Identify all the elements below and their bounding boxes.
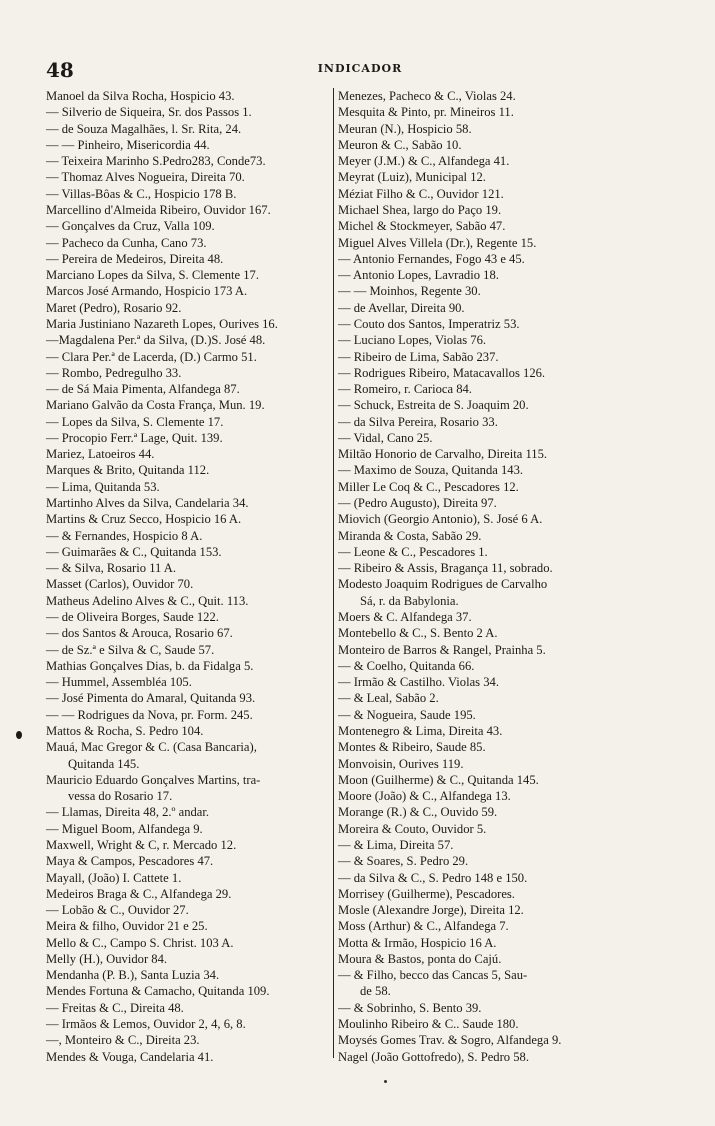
directory-entry: [338, 349, 676, 365]
directory-entry: [46, 576, 336, 592]
directory-entry: [46, 560, 336, 576]
directory-entry: [46, 202, 336, 218]
entry-line: — Lima, Quitanda 53.: [46, 479, 160, 494]
entry-line: Mariano Galvão da Costa França, Mun. 19.: [46, 398, 265, 413]
directory-entry: [46, 951, 336, 967]
entry-line: Mauricio Eduardo Gonçalves Martins, tra-: [46, 772, 261, 787]
directory-entry: [338, 756, 676, 772]
entry-line: Mariez, Latoeiros 44.: [46, 447, 155, 462]
directory-entry: [338, 1032, 676, 1048]
directory-entry: [338, 104, 676, 120]
entry-line: — & Fernandes, Hospicio 8 A.: [46, 528, 203, 543]
directory-entry: [46, 918, 336, 934]
directory-entry: [46, 365, 336, 381]
directory-entry: [46, 739, 336, 772]
entry-line: Mayall, (João) I. Cattete 1.: [46, 870, 182, 885]
entry-line: — Pereira de Medeiros, Direita 48.: [46, 251, 224, 266]
entry-line: — & Silva, Rosario 11 A.: [46, 561, 177, 576]
directory-entry: [46, 902, 336, 918]
directory-entry: [46, 1016, 336, 1032]
entry-line: — Irmãos & Lemos, Ouvidor 2, 4, 6, 8.: [46, 1017, 246, 1032]
directory-entry: [338, 137, 676, 153]
directory-entry: [46, 495, 336, 511]
entry-line: Moura & Bastos, ponta do Cajú.: [338, 951, 502, 966]
entry-line: Montes & Ribeiro, Saude 85.: [338, 740, 486, 755]
directory-entry: [46, 104, 336, 120]
directory-entry: [46, 88, 336, 104]
entry-line: Mendanha (P. B.), Santa Luzia 34.: [46, 968, 220, 983]
directory-entry: [46, 446, 336, 462]
directory-entry: [46, 349, 336, 365]
entry-line: — Lopes da Silva, S. Clemente 17.: [46, 414, 224, 429]
entry-line: — Ribeiro & Assis, Bragança 11, sobrado.: [338, 561, 553, 576]
entry-line: Miltão Honorio de Carvalho, Direita 115.: [338, 447, 548, 462]
directory-entry: [46, 169, 336, 185]
entry-line: Moon (Guilherme) & C., Quitanda 145.: [338, 772, 539, 787]
directory-entry: [338, 332, 676, 348]
entry-line: Maxwell, Wright & C, r. Mercado 12.: [46, 837, 237, 852]
page-speck: [384, 1080, 387, 1083]
entry-line: Maria Justiniano Nazareth Lopes, Ourives 16.: [46, 316, 278, 331]
directory-entry: [46, 1032, 336, 1048]
entry-line: Nagel (João Gottofredo), S. Pedro 58.: [338, 1049, 529, 1064]
entry-line: — & Leal, Sabão 2.: [338, 691, 439, 706]
running-head: INDICADOR: [317, 62, 403, 75]
directory-entry: [338, 902, 676, 918]
entry-line: Montenegro & Lima, Direita 43.: [338, 723, 503, 738]
entry-line: — Miguel Boom, Alfandega 9.: [46, 821, 203, 836]
directory-entry: [338, 609, 676, 625]
directory-entry: [338, 283, 676, 299]
entry-line: Miranda & Costa, Sabão 29.: [338, 528, 482, 543]
entry-line: — Couto dos Santos, Imperatriz 53.: [338, 316, 520, 331]
directory-entry: [338, 837, 676, 853]
entry-continuation: Sá, r. da Babylonia.: [360, 593, 459, 608]
entry-line: — Irmão & Castilho. Violas 34.: [338, 675, 499, 690]
directory-entry: [338, 967, 676, 1000]
entry-line: Manoel da Silva Rocha, Hospicio 43.: [46, 89, 235, 103]
entry-line: Moore (João) & C., Alfandega 13.: [338, 789, 511, 804]
directory-entry: [46, 137, 336, 153]
directory-entry: [338, 870, 676, 886]
entry-line: Mattos & Rocha, S. Pedro 104.: [46, 723, 204, 738]
directory-entry: [338, 235, 676, 251]
directory-entry: [338, 918, 676, 934]
entry-line: Martinho Alves da Silva, Candelaria 34.: [46, 496, 249, 511]
entry-line: — José Pimenta do Amaral, Quitanda 93.: [46, 691, 256, 706]
entry-line: — Procopio Ferr.ª Lage, Quit. 139.: [46, 430, 223, 445]
entry-line: — Maximo de Souza, Quitanda 143.: [338, 463, 524, 478]
entry-line: Meyer (J.M.) & C., Alfandega 41.: [338, 154, 510, 169]
directory-entry: [338, 381, 676, 397]
directory-entry: [338, 186, 676, 202]
directory-entry: [338, 153, 676, 169]
entry-line: — & Soares, S. Pedro 29.: [338, 854, 469, 869]
directory-entry: [46, 690, 336, 706]
directory-entry: [46, 674, 336, 690]
entry-line: — de Oliveira Borges, Saude 122.: [46, 610, 219, 624]
entry-line: — Pacheco da Cunha, Cano 73.: [46, 235, 207, 250]
entry-line: Menezes, Pacheco & C., Violas 24.: [338, 89, 516, 103]
directory-entry: [338, 414, 676, 430]
entry-line: — Guimarães & C., Quitanda 153.: [46, 544, 222, 559]
directory-entry: [338, 430, 676, 446]
directory-entry: [338, 739, 676, 755]
entry-line: Meyrat (Luiz), Municipal 12.: [338, 170, 486, 185]
directory-entry: [46, 186, 336, 202]
directory-entry: [338, 544, 676, 560]
directory-entry: [46, 707, 336, 723]
entry-line: — Teixeira Marinho S.Pedro283, Conde73.: [46, 154, 266, 169]
entry-line: — Schuck, Estreita de S. Joaquim 20.: [338, 398, 529, 413]
directory-entry: [338, 528, 676, 544]
entry-line: Mathias Gonçalves Dias, b. da Fidalga 5.: [46, 658, 254, 673]
entry-line: — dos Santos & Arouca, Rosario 67.: [46, 626, 233, 641]
entry-line: Moss (Arthur) & C., Alfandega 7.: [338, 919, 509, 934]
entry-line: Moulinho Ribeiro & C.. Saude 180.: [338, 1017, 519, 1032]
entry-line: Modesto Joaquim Rodrigues de Carvalho: [338, 577, 548, 592]
directory-entry: [338, 951, 676, 967]
directory-entry: [46, 772, 336, 805]
directory-entry: [46, 381, 336, 397]
directory-entry: [338, 446, 676, 462]
entry-line: Melly (H.), Ouvidor 84.: [46, 951, 168, 966]
entry-line: — Luciano Lopes, Violas 76.: [338, 333, 487, 348]
directory-entry: [46, 218, 336, 234]
directory-entry: [338, 202, 676, 218]
directory-entry: [46, 625, 336, 641]
entry-line: — Rodrigues Ribeiro, Matacavallos 126.: [338, 365, 546, 380]
directory-entry: [46, 528, 336, 544]
entry-line: Moysés Gomes Trav. & Sogro, Alfandega 9.: [338, 1033, 562, 1048]
entry-line: — Llamas, Direita 48, 2.º andar.: [46, 805, 210, 820]
directory-entry: [46, 267, 336, 283]
directory-entry: [46, 430, 336, 446]
directory-entry: [338, 251, 676, 267]
entry-line: Marciano Lopes da Silva, S. Clemente 17.: [46, 268, 259, 283]
entry-line: — Silverio de Siqueira, Sr. dos Passos 1.: [46, 105, 252, 120]
directory-entry: [46, 332, 336, 348]
entry-line: Marcellino d'Almeida Ribeiro, Ouvidor 167.: [46, 202, 271, 217]
directory-entry: [338, 788, 676, 804]
directory-entry: [338, 1016, 676, 1032]
entry-line: Mendes & Vouga, Candelaria 41.: [46, 1049, 214, 1064]
entry-line: — Thomaz Alves Nogueira, Direita 70.: [46, 170, 245, 185]
directory-entry: [46, 462, 336, 478]
directory-entry: [338, 821, 676, 837]
left-column: [46, 88, 336, 1065]
right-column: [338, 88, 676, 1065]
entry-line: Miller Le Coq & C., Pescadores 12.: [338, 479, 519, 494]
directory-entry: [338, 1049, 676, 1065]
entry-line: Masset (Carlos), Ouvidor 70.: [46, 577, 194, 592]
entry-line: — Hummel, Assembléa 105.: [46, 675, 192, 690]
entry-line: — de Sá Maia Pimenta, Alfandega 87.: [46, 382, 240, 397]
directory-entry: [46, 1000, 336, 1016]
directory-entry: [338, 723, 676, 739]
directory-entry: [338, 560, 676, 576]
entry-line: Michel & Stockmeyer, Sabão 47.: [338, 219, 506, 234]
page-header: [46, 58, 674, 84]
directory-entry: [46, 593, 336, 609]
directory-entry: [46, 642, 336, 658]
entry-line: Monvoisin, Ourives 119.: [338, 756, 464, 771]
directory-entry: [338, 707, 676, 723]
directory-entry: [46, 658, 336, 674]
directory-entry: [46, 479, 336, 495]
directory-entry: [46, 235, 336, 251]
entry-line: — Lobão & C., Ouvidor 27.: [46, 903, 189, 918]
directory-entry: [46, 1049, 336, 1065]
entry-line: — & Lima, Direita 57.: [338, 837, 454, 852]
directory-entry: [46, 153, 336, 169]
entry-line: Meuran (N.), Hospicio 58.: [338, 121, 472, 136]
entry-line: Matheus Adelino Alves & C., Quit. 113.: [46, 593, 249, 608]
entry-line: — Ribeiro de Lima, Sabão 237.: [338, 349, 499, 364]
directory-entry: [338, 462, 676, 478]
entry-line: Mauá, Mac Gregor & C. (Casa Bancaria),: [46, 740, 257, 755]
entry-line: Michael Shea, largo do Paço 19.: [338, 202, 502, 217]
entry-line: — da Silva & C., S. Pedro 148 e 150.: [338, 870, 528, 885]
entry-line: —Magdalena Per.ª da Silva, (D.)S. José 48.: [46, 333, 266, 348]
page-number: 48: [46, 58, 74, 82]
entry-line: — & Sobrinho, S. Bento 39.: [338, 1000, 482, 1015]
directory-entry: [338, 121, 676, 137]
entry-line: Moreira & Couto, Ouvidor 5.: [338, 821, 487, 836]
entry-continuation: Quitanda 145.: [68, 756, 140, 771]
directory-entry: [338, 316, 676, 332]
directory-entry: [338, 169, 676, 185]
margin-mark: [16, 731, 22, 739]
directory-entry: [338, 365, 676, 381]
column-divider: [333, 88, 334, 1058]
entry-continuation: de 58.: [360, 984, 391, 999]
directory-entry: [46, 414, 336, 430]
entry-line: Martins & Cruz Secco, Hospicio 16 A.: [46, 512, 242, 527]
directory-entry: [338, 658, 676, 674]
directory-entry: [46, 397, 336, 413]
directory-entry: [338, 397, 676, 413]
entry-line: Morange (R.) & C., Ouvido 59.: [338, 805, 498, 820]
entry-line: Méziat Filho & C., Ouvidor 121.: [338, 186, 504, 201]
directory-entry: [46, 316, 336, 332]
directory-entry: [46, 300, 336, 316]
entry-line: Miguel Alves Villela (Dr.), Regente 15.: [338, 235, 537, 250]
entry-line: Mesquita & Pinto, pr. Mineiros 11.: [338, 105, 514, 120]
directory-entry: [46, 870, 336, 886]
entry-line: — de Avellar, Direita 90.: [338, 300, 465, 315]
directory-entry: [338, 804, 676, 820]
directory-entry: [46, 967, 336, 983]
entry-line: — Gonçalves da Cruz, Valla 109.: [46, 219, 215, 234]
entry-line: Mendes Fortuna & Camacho, Quitanda 109.: [46, 984, 270, 999]
directory-entry: [338, 479, 676, 495]
entry-line: Medeiros Braga & C., Alfandega 29.: [46, 886, 232, 901]
directory-entry: [338, 576, 676, 609]
directory-entry: [46, 853, 336, 869]
directory-entry: [338, 886, 676, 902]
entry-line: — (Pedro Augusto), Direita 97.: [338, 496, 497, 511]
directory-entry: [46, 609, 336, 625]
entry-line: — de Souza Magalhães, l. Sr. Rita, 24.: [46, 121, 242, 136]
entry-line: Maret (Pedro), Rosario 92.: [46, 300, 182, 315]
directory-entry: [338, 511, 676, 527]
entry-line: — Antonio Lopes, Lavradio 18.: [338, 268, 499, 283]
entry-line: Mello & C., Campo S. Christ. 103 A.: [46, 935, 234, 950]
entry-line: Montebello & C., S. Bento 2 A.: [338, 626, 498, 641]
directory-entry: [338, 642, 676, 658]
directory-entry: [46, 723, 336, 739]
entry-continuation: vessa do Rosario 17.: [68, 789, 173, 804]
directory-entry: [46, 544, 336, 560]
entry-line: Monteiro de Barros & Rangel, Prainha 5.: [338, 642, 546, 657]
directory-entry: [338, 218, 676, 234]
entry-line: — da Silva Pereira, Rosario 33.: [338, 414, 498, 429]
directory-entry: [338, 495, 676, 511]
entry-line: Meuron & C., Sabão 10.: [338, 137, 462, 152]
directory-entry: [46, 804, 336, 820]
directory-entry: [338, 772, 676, 788]
entry-line: Motta & Irmão, Hospicio 16 A.: [338, 935, 497, 950]
entry-line: — Antonio Fernandes, Fogo 43 e 45.: [338, 251, 525, 266]
directory-entry: [338, 300, 676, 316]
entry-line: — Romeiro, r. Carioca 84.: [338, 382, 472, 397]
directory-entry: [338, 853, 676, 869]
entry-line: Maya & Campos, Pescadores 47.: [46, 854, 214, 869]
directory-entry: [338, 935, 676, 951]
entry-line: — Rombo, Pedregulho 33.: [46, 365, 182, 380]
entry-line: Marques & Brito, Quitanda 112.: [46, 463, 210, 478]
entry-line: Miovich (Georgio Antonio), S. José 6 A.: [338, 512, 543, 527]
directory-entry: [338, 88, 676, 104]
directory-entry: [338, 674, 676, 690]
entry-line: Mosle (Alexandre Jorge), Direita 12.: [338, 903, 524, 918]
entry-line: Meira & filho, Ouvidor 21 e 25.: [46, 919, 208, 934]
directory-entry: [46, 983, 336, 999]
directory-entry: [46, 283, 336, 299]
directory-entry: [338, 625, 676, 641]
entry-line: — & Coelho, Quitanda 66.: [338, 658, 475, 673]
entry-line: — & Nogueira, Saude 195.: [338, 707, 476, 722]
entry-line: Marcos José Armando, Hospicio 173 A.: [46, 284, 248, 299]
entry-line: — — Rodrigues da Nova, pr. Form. 245.: [46, 707, 253, 722]
entry-line: — — Moinhos, Regente 30.: [338, 284, 481, 299]
entry-line: Moers & C. Alfandega 37.: [338, 610, 472, 624]
entry-line: — Leone & C., Pescadores 1.: [338, 544, 488, 559]
entry-line: — & Filho, becco das Cancas 5, Sau-: [338, 968, 528, 983]
entry-line: — de Sz.ª e Silva & C, Saude 57.: [46, 642, 215, 657]
directory-entry: [46, 935, 336, 951]
directory-entry: [46, 251, 336, 267]
directory-entry: [46, 121, 336, 137]
directory-entry: [338, 267, 676, 283]
directory-entry: [46, 821, 336, 837]
entry-line: — — Pinheiro, Misericordia 44.: [46, 137, 210, 152]
directory-entry: [46, 886, 336, 902]
entry-line: — Vidal, Cano 25.: [338, 430, 433, 445]
entry-line: — Villas-Bôas & C., Hospicio 178 B.: [46, 186, 237, 201]
directory-entry: [338, 690, 676, 706]
entry-line: —, Monteiro & C., Direita 23.: [46, 1033, 200, 1048]
entry-line: — Freitas & C., Direita 48.: [46, 1000, 184, 1015]
directory-entry: [46, 837, 336, 853]
entry-line: — Clara Per.ª de Lacerda, (D.) Carmo 51.: [46, 349, 257, 364]
directory-entry: [46, 511, 336, 527]
entry-line: Morrisey (Guilherme), Pescadores.: [338, 886, 515, 901]
directory-entry: [338, 1000, 676, 1016]
